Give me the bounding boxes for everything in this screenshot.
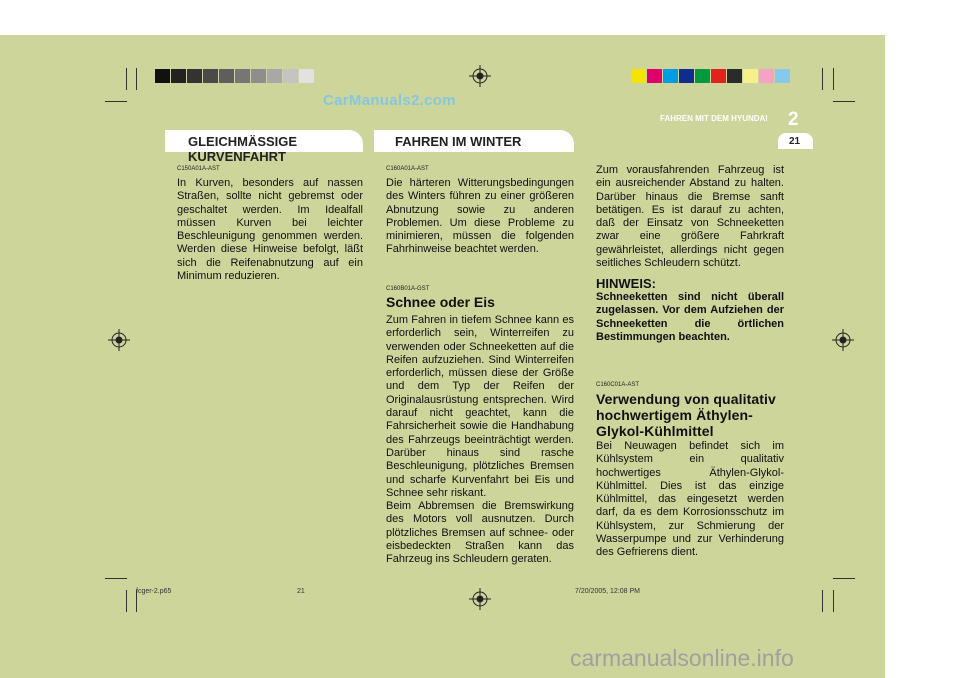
calibration-swatch (727, 69, 742, 83)
crop-mark (833, 68, 834, 90)
crop-mark (126, 68, 127, 90)
calibration-swatch (203, 69, 218, 83)
note-text: Schneeketten sind nicht überall zugelassen. Vor dem Aufziehen der Schneeketten die örtlichen Bestimmungen beachten. (596, 291, 784, 343)
crop-mark (126, 590, 127, 612)
calibration-swatch (647, 69, 662, 83)
paragraph-curves: In Kurven, besonders auf nassen Straßen, sollte nicht gebremst oder geschaltet werden. Im Idealfall müssen Kurven bei leichter Beschleunigung genommen werden. Werden diese Hinweise befolgt, läßt sich die Reifenabnutzung auf ein Minimum reduzieren. (177, 177, 363, 283)
grayscale-calibration-bar (155, 69, 315, 83)
registration-mark-icon (469, 65, 491, 87)
calibration-swatch (743, 69, 758, 83)
watermark-bottom[interactable]: carmanualsonline.info (570, 645, 794, 671)
section-code: C160C01A-AST (596, 382, 640, 388)
registration-mark-icon (832, 329, 854, 351)
crop-mark (822, 590, 823, 612)
calibration-swatch (219, 69, 234, 83)
section-code: C160B01A-GST (386, 286, 430, 292)
crop-mark (105, 101, 127, 102)
calibration-swatch (283, 69, 298, 83)
section-title-curves: GLEICHMÄSSIGE KURVENFAHRT (188, 134, 298, 164)
calibration-swatch (251, 69, 266, 83)
crop-mark (105, 578, 127, 579)
crop-mark (833, 578, 855, 579)
section-title-winter: FAHREN IM WINTER (395, 134, 522, 149)
calibration-swatch (171, 69, 186, 83)
calibration-swatch (299, 69, 314, 83)
paragraph-snow-ice: Zum Fahren in tiefem Schnee kann es erforderlich sein, Winterreifen zu verwenden oder Schneeketten auf die Reifen aufzuziehen. Sind Winterreifen erforderlich, müssen diese der Größe und dem Typ der Reifen der Originalausrüstung entsprechen. Wird darauf nicht geachtet, kann die Fahrsicherheit sowie die Handhabung des Fahrzeugs beeinträchtigt werden. Darüber hinaus sind rasche Beschleunigung, plötzliches Bremsen und scharfe Kurvenfahrt bei Eis und Schnee sehr riskant. Beim Abbremsen die Bremswirkung des Motors voll ausnutzen. Durch plötzliches Bremsen auf schnee- oder eisbedeckten Straßen kann das Fahrzeug ins Schleudern geraten. (386, 314, 574, 566)
calibration-swatch (663, 69, 678, 83)
crop-mark (833, 590, 834, 612)
subheading-coolant: Verwendung von qualitativ hochwertigem Äthylen-Glykol-Kühlmittel (596, 391, 776, 439)
page-number: 21 (789, 136, 801, 147)
calibration-swatch (711, 69, 726, 83)
calibration-swatch (187, 69, 202, 83)
footer-page: 21 (297, 588, 305, 595)
watermark-top[interactable]: CarManuals2.com (323, 92, 456, 109)
section-code: C150A01A-AST (177, 166, 220, 172)
paragraph-coolant: Bei Neuwagen befindet sich im Kühlsystem ein qualitativ hochwertiges Äthylen-Glykol-Kühlmittel. Dies ist das einzige Kühlmittel, das eingesetzt werden darf, da es dem Korrosionsschutz im Kühlsystem, zur Schmierung der Wasserpumpe und zur Verhinderung des Gefrierens dient. (596, 440, 784, 559)
calibration-swatch (631, 69, 646, 83)
chapter-number: 2 (788, 109, 799, 130)
footer-date: 7/20/2005, 12:08 PM (575, 588, 640, 595)
note-heading: HINWEIS: (596, 276, 656, 291)
section-code: C160A01A-AST (386, 166, 429, 172)
paragraph-distance: Zum vorausfahrenden Fahrzeug ist ein ausreichender Abstand zu halten. Darüber hinaus die Bremse sanft betätigen. Es ist darauf zu achten, daß der Einsatz von Schneeketten zwar eine größere Fahrkraft gewährleistet, allerdings nicht gegen seitliches Schleudern schützt. (596, 164, 784, 270)
chapter-title: FAHREN MIT DEM HYUNDAI (660, 114, 768, 123)
calibration-swatch (235, 69, 250, 83)
footer-file: fcger-2.p65 (136, 588, 172, 595)
paragraph-winter-intro: Die härteren Witterungsbedingungen des Winters führen zu einer größeren Abnutzung sowie zu anderen Problemen. Um diese Probleme zu minimieren, müssen die folgenden Fahrhinweise beachtet werden. (386, 177, 574, 256)
crop-mark (833, 101, 855, 102)
subheading-snow-ice: Schnee oder Eis (386, 294, 495, 310)
crop-mark (136, 68, 137, 90)
calibration-swatch (155, 69, 170, 83)
crop-mark (822, 68, 823, 90)
registration-mark-icon (469, 588, 491, 610)
color-calibration-bar (631, 69, 791, 83)
calibration-swatch (775, 69, 790, 83)
calibration-swatch (759, 69, 774, 83)
calibration-swatch (679, 69, 694, 83)
registration-mark-icon (108, 329, 130, 351)
calibration-swatch (695, 69, 710, 83)
calibration-swatch (267, 69, 282, 83)
